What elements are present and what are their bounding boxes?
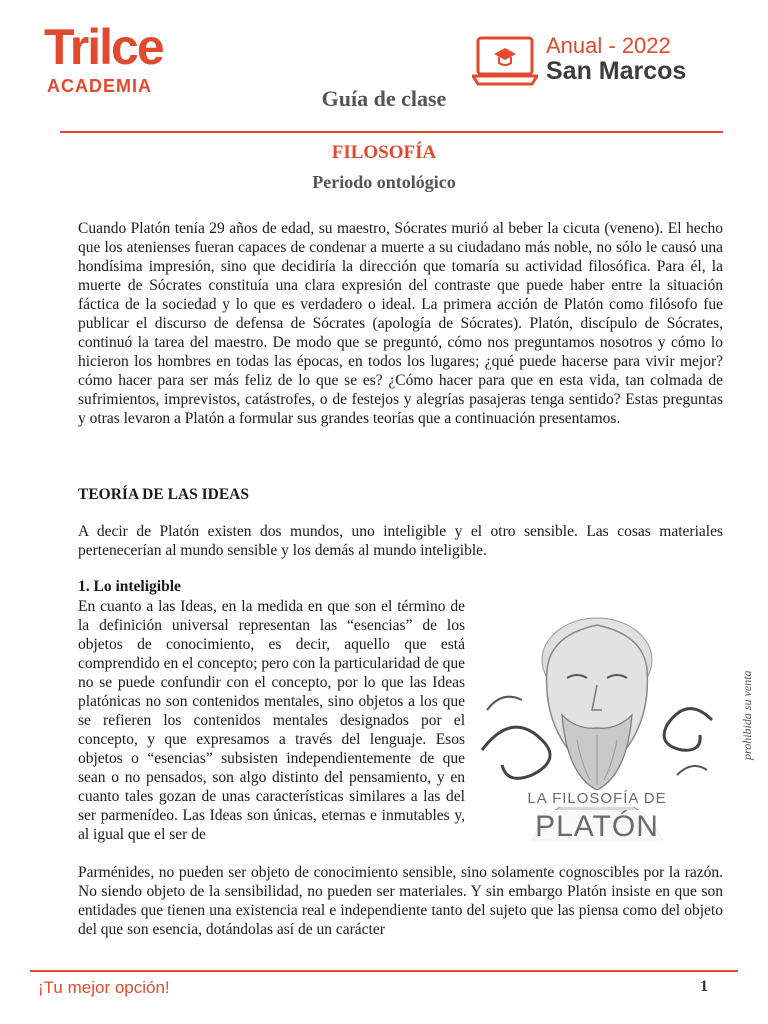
footer-slogan: ¡Tu mejor opción!: [38, 978, 170, 997]
illustration-caption-bottom: PLATÓN: [472, 810, 722, 844]
footer-divider: [30, 970, 738, 972]
section-heading: TEORÍA DE LAS IDEAS: [78, 486, 249, 503]
continuation-paragraph: Parménides, no pueden ser objeto de conocimiento sensible, sino solamente cognoscibles por la razón. No siendo objeto de la sensibilidad, no pueden ser materiales. Y sin embargo Platón insiste en que son entidades que tienen una existencia real e independiente tanto del sujeto que las piensa como del objeto del que son esencia, dotándolas así de un carácter: [78, 864, 723, 938]
intro-paragraph: Cuando Platón tenía 29 años de edad, su maestro, Sócrates murió al beber la cicuta (veneno). El hecho que los atenienses fueran capaces de condenar a muerte a su ciudadano más noble, no sólo le causó una hondísima impresión, sino que decidiría la dirección que tomaría su actividad filosófica. Para él, la muerte de Sócrates constituía una clara expresión del contraste que puede haber entre la situación fáctica de la sociedad y lo que es verdadero o ideal. La primera acción de Platón como filósofo fue publicar el discurso de defensa de Sócrates (apología de Sócrates). Platón, discípulo de Sócrates, continuó la tarea del maestro. De modo que se preguntó, cómo nos preguntamos nosotros y cómo lo hicieron los hombres en todas las épocas, en todos los lugares; ¿qué puede hacerse para vivir mejor? cómo hacer para ser más feliz de lo que se es? ¿Cómo hacer para que en esta vida, tan colmada de sufrimientos, imprevistos, catástrofes, o de festejos y alegrías pasajeras tenga sentido? Estas preguntas y otras levaron a Platón a formular sus grandes teorías que a continuación presentamos.: [78, 220, 723, 427]
plato-illustration: [472, 600, 722, 850]
product-badge: [472, 34, 742, 88]
brand-word: Trilce: [44, 19, 163, 75]
product-name: San Marcos: [546, 57, 687, 85]
section-intro-paragraph: A decir de Platón existen dos mundos, uno inteligible y el otro sensible. Las cosas materiales pertenecerían al mundo sensible y los demás al mundo inteligible.: [78, 523, 723, 559]
header-divider: [60, 131, 723, 133]
subject-title: FILOSOFÍA: [331, 142, 437, 163]
column-paragraph: En cuanto a las Ideas, en la medida en que son el término de la definición universal representan las “esencias” de los objetos de conocimiento, es decir, aquello que está comprendido en el concepto; pero con la particularidad de que no se puede confundir con el concepto, por lo que las Ideas platónicas no son contenidos mentales, sino objetos a los que se refieren los contenidos mentales designados por el concepto, y que expresamos a través del lenguaje. Esos objetos o “esencias” subsisten independientemente de que sean o no pensados, son algo distinto del pensamiento, y en cuanto tales gozan de unas características similares a las del ser parmenídeo. Las Ideas son únicas, eternas e inmutables y, al igual que el ser de: [78, 598, 465, 843]
subsection-heading: 1. Lo inteligible: [78, 578, 181, 595]
page-number: 1: [700, 978, 708, 995]
side-note: prohibida su venta: [740, 670, 754, 760]
topic-subtitle: Periodo ontológico: [312, 172, 456, 192]
guide-title: Guía de clase: [321, 86, 447, 111]
product-year: Anual - 2022: [546, 33, 671, 58]
laptop-graduation-cap-icon: [472, 36, 538, 86]
illustration-caption-top: LA FILOSOFÍA DE: [472, 790, 722, 807]
brand-subtitle: ACADEMIA: [47, 76, 152, 96]
